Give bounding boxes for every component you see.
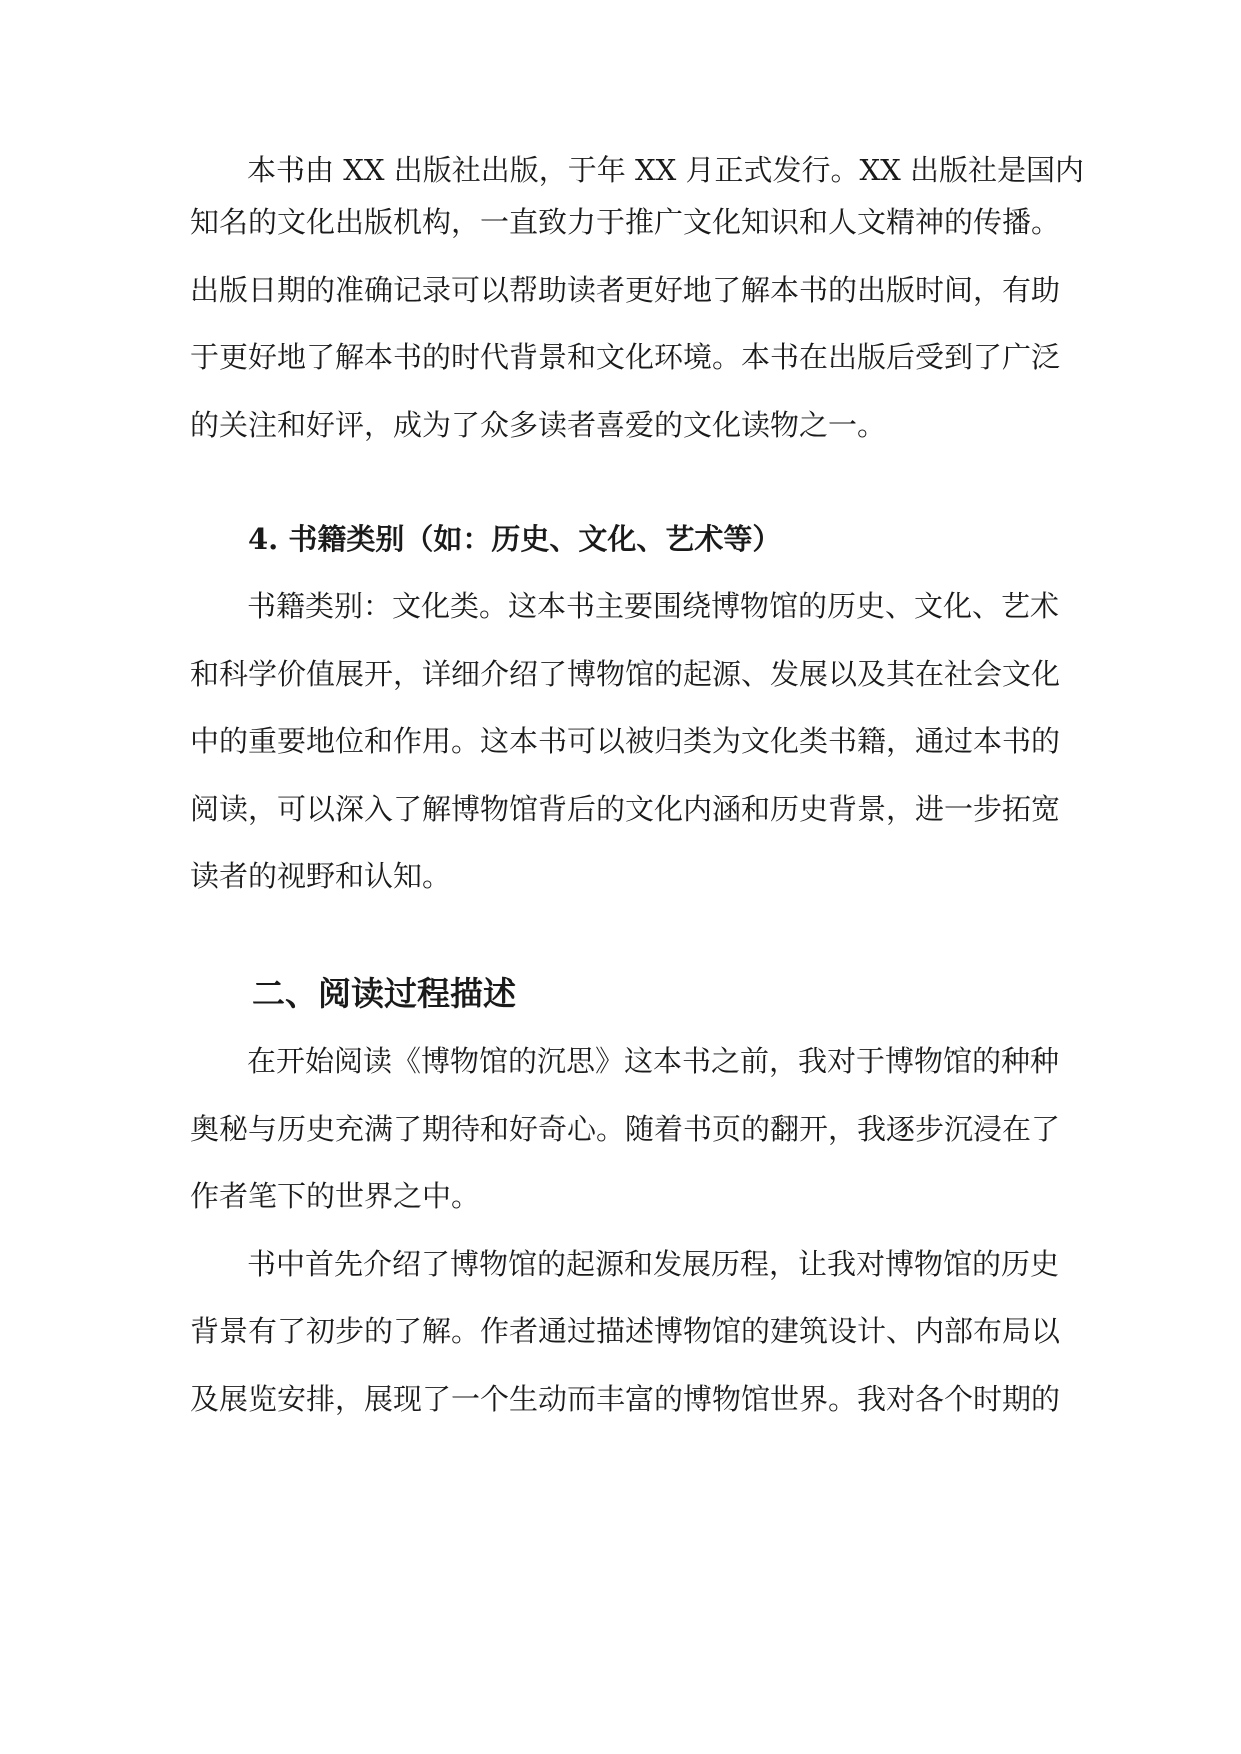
paragraph-line: 阅读，可以深入了解博物馆背后的文化内涵和历史背景，进一步拓宽	[190, 792, 1061, 826]
paragraph-line: 的关注和好评，成为了众多读者喜爱的文化读物之一。	[190, 408, 887, 442]
paragraph-line: 书中首先介绍了博物馆的起源和发展历程，让我对博物馆的历史	[247, 1247, 1060, 1281]
paragraph-line: 及展览安排，展现了一个生动而丰富的博物馆世界。我对各个时期的	[190, 1382, 1061, 1416]
paragraph-line: 作者笔下的世界之中。	[190, 1179, 481, 1213]
paragraph-line: 读者的视野和认知。	[190, 859, 452, 893]
paragraph-line: 本书由 XX 出版社出版，于年 XX 月正式发行。XX 出版社是国内	[247, 153, 1084, 187]
paragraph-line: 书籍类别：文化类。这本书主要围绕博物馆的历史、文化、艺术	[247, 589, 1060, 623]
paragraph-line: 中的重要地位和作用。这本书可以被归类为文化类书籍，通过本书的	[190, 724, 1061, 758]
subheading-book-category: 4. 书籍类别（如：历史、文化、艺术等）	[248, 522, 782, 556]
paragraph-line: 和科学价值展开，详细介绍了博物馆的起源、发展以及其在社会文化	[190, 657, 1061, 691]
paragraph-line: 于更好地了解本书的时代背景和文化环境。本书在出版后受到了广泛	[190, 340, 1061, 374]
paragraph-line: 奥秘与历史充满了期待和好奇心。随着书页的翻开，我逐步沉浸在了	[190, 1112, 1061, 1146]
paragraph-line: 知名的文化出版机构，一直致力于推广文化知识和人文精神的传播。	[190, 205, 1061, 239]
paragraph-line: 出版日期的准确记录可以帮助读者更好地了解本书的出版时间，有助	[190, 273, 1061, 307]
paragraph-line: 在开始阅读《博物馆的沉思》这本书之前，我对于博物馆的种种	[247, 1044, 1060, 1078]
section-heading: 二、阅读过程描述	[252, 974, 516, 1013]
paragraph-line: 背景有了初步的了解。作者通过描述博物馆的建筑设计、内部布局以	[190, 1314, 1061, 1348]
